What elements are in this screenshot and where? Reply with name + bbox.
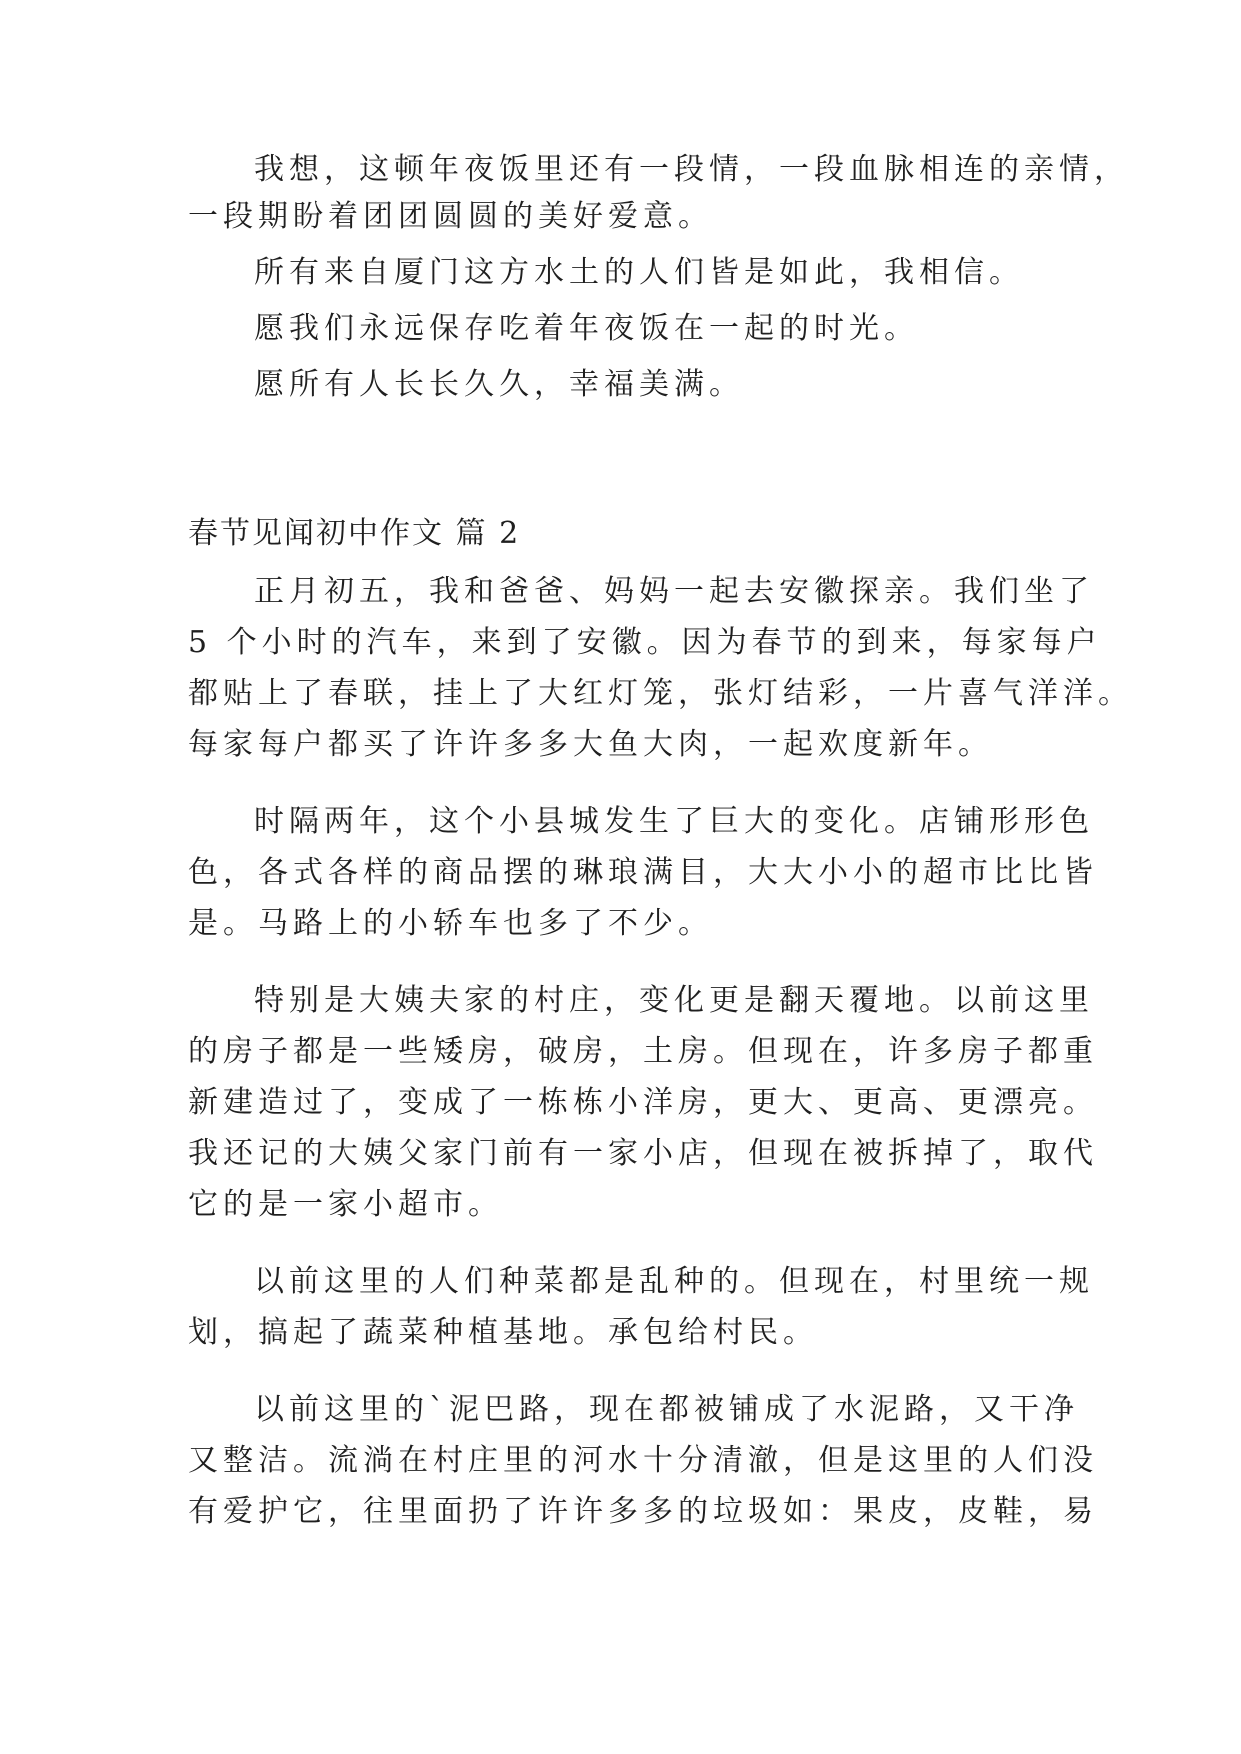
paragraph-line: 特别是大姨夫家的村庄，变化更是翻天覆地。以前这里 (254, 983, 1094, 1018)
paragraph-line: 一段期盼着团团圆圆的美好爱意。 (188, 199, 713, 234)
paragraph-line: 它的是一家小超市。 (188, 1187, 503, 1222)
paragraph-line: 有爱护它，往里面扔了许许多多的垃圾如：果皮，皮鞋，易 (188, 1494, 1098, 1529)
paragraph-line: 所有来自厦门这方水土的人们皆是如此，我相信。 (254, 255, 1024, 290)
paragraph-line: 愿所有人长长久久，幸福美满。 (254, 367, 744, 402)
paragraph-line: 时隔两年，这个小县城发生了巨大的变化。店铺形形色 (254, 804, 1094, 839)
section-heading: 春节见闻初中作文 篇 2 (188, 516, 521, 551)
paragraph-line: 5 个小时的汽车，来到了安徽。因为春节的到来，每家每户 (188, 625, 1102, 660)
paragraph-line: 是。马路上的小轿车也多了不少。 (188, 906, 713, 941)
paragraph-line: 每家每户都买了许许多多大鱼大肉，一起欢度新年。 (188, 727, 993, 762)
paragraph-line: 愿我们永远保存吃着年夜饭在一起的时光。 (254, 311, 919, 346)
paragraph-line: 划，搞起了蔬菜种植基地。承包给村民。 (188, 1315, 818, 1350)
paragraph-line: 的房子都是一些矮房，破房，土房。但现在，许多房子都重 (188, 1034, 1098, 1069)
paragraph-line: 正月初五，我和爸爸、妈妈一起去安徽探亲。我们坐了 (254, 574, 1094, 609)
paragraph-line: 以前这里的`泥巴路，现在都被铺成了水泥路，又干净 (254, 1392, 1079, 1427)
paragraph-line: 我想，这顿年夜饭里还有一段情，一段血脉相连的亲情， (254, 152, 1129, 187)
paragraph-line: 色，各式各样的商品摆的琳琅满目，大大小小的超市比比皆 (188, 855, 1098, 890)
paragraph-line: 又整洁。流淌在村庄里的河水十分清澈，但是这里的人们没 (188, 1443, 1098, 1478)
paragraph-line: 以前这里的人们种菜都是乱种的。但现在，村里统一规 (254, 1264, 1094, 1299)
paragraph-line: 都贴上了春联，挂上了大红灯笼，张灯结彩，一片喜气洋洋。 (188, 676, 1133, 711)
paragraph-line: 我还记的大姨父家门前有一家小店，但现在被拆掉了，取代 (188, 1136, 1098, 1171)
paragraph-line: 新建造过了，变成了一栋栋小洋房，更大、更高、更漂亮。 (188, 1085, 1098, 1120)
